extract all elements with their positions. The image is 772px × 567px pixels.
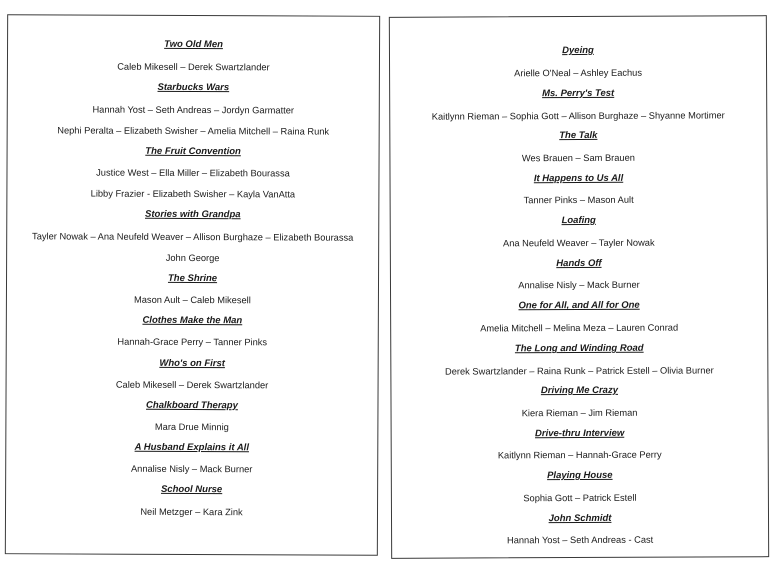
skit-title: Chalkboard Therapy xyxy=(146,399,238,412)
skit-title: Starbucks Wars xyxy=(157,81,230,94)
cast-line: Tayler Nowak – Ana Neufeld Weaver – Allison Burghaze – Elizabeth Bourassa xyxy=(32,231,354,243)
cast-line: Arielle O'Neal – Ashley Eachus xyxy=(514,67,643,79)
skit-title: The Long and Winding Road xyxy=(514,342,644,355)
cast-line: Derek Swartzlander – Raina Runk – Patrick Estell – Olivia Burner xyxy=(444,365,714,377)
cast-line: Tanner Pinks – Mason Ault xyxy=(523,194,634,206)
cast-line: Annalise Nisly – Mack Burner xyxy=(518,279,640,291)
cast-line: Mason Ault – Caleb Mikesell xyxy=(134,294,251,306)
skit-title: A Husband Explains it All xyxy=(134,441,250,454)
skit-title: Playing House xyxy=(547,469,613,482)
cast-line: John George xyxy=(165,252,220,264)
cast-line: Hannah Yost – Seth Andreas - Cast xyxy=(506,534,654,546)
cast-line: Libby Frazier - Elizabeth Swisher – Kayla VanAtta xyxy=(90,188,296,200)
skit-title: Drive-thru Interview xyxy=(535,427,625,440)
skit-title: Stories with Grandpa xyxy=(145,208,241,221)
skit-title: The Fruit Convention xyxy=(145,145,241,158)
cast-line: Justice West – Ella Miller – Elizabeth Bourassa xyxy=(96,167,290,179)
skit-title: Loafing xyxy=(561,214,596,227)
skit-title: It Happens to Us All xyxy=(533,172,624,185)
skit-title: John Schmidt xyxy=(548,512,612,525)
skit-title: Ms. Perry's Test xyxy=(542,87,615,100)
skit-title: Hands Off xyxy=(556,257,602,270)
skit-title: Clothes Make the Man xyxy=(142,314,243,327)
cast-line: Kaitlynn Rieman – Hannah-Grace Perry xyxy=(497,449,662,461)
skit-title: One for All, and All for One xyxy=(518,299,640,312)
cast-line: Caleb Mikesell – Derek Swartzlander xyxy=(117,61,270,73)
skit-title: Who's on First xyxy=(159,357,225,370)
skit-title: Dyeing xyxy=(562,44,594,57)
cast-line: Hannah-Grace Perry – Tanner Pinks xyxy=(117,336,268,348)
program-page-left xyxy=(5,14,380,556)
cast-line: Amelia Mitchell – Melina Meza – Lauren Conrad xyxy=(480,322,679,334)
program-page-right xyxy=(389,15,769,559)
cast-line: Hannah Yost – Seth Andreas – Jordyn Garmatter xyxy=(92,104,295,116)
cast-line: Mara Drue Minnig xyxy=(154,421,229,433)
cast-line: Annalise Nisly – Mack Burner xyxy=(130,463,253,475)
cast-line: Sophia Gott – Patrick Estell xyxy=(523,492,637,504)
cast-line: Wes Brauen – Sam Brauen xyxy=(521,152,635,164)
cast-line: Neil Metzger – Kara Zink xyxy=(140,506,243,518)
skit-title: Two Old Men xyxy=(164,38,223,51)
skit-title: Driving Me Crazy xyxy=(540,384,619,397)
skit-title: School Nurse xyxy=(160,483,223,496)
cast-line: Kaitlynn Rieman – Sophia Gott – Allison Burghaze – Shyanne Mortimer xyxy=(431,110,725,122)
skit-title: The Shrine xyxy=(167,272,218,285)
cast-line: Nephi Peralta – Elizabeth Swisher – Amelia Mitchell – Raina Runk xyxy=(57,125,330,137)
cast-line: Kiera Rieman – Jim Rieman xyxy=(521,407,638,419)
skit-title: The Talk xyxy=(559,129,598,142)
cast-line: Caleb Mikesell – Derek Swartzlander xyxy=(115,379,269,391)
cast-line: Ana Neufeld Weaver – Tayler Nowak xyxy=(502,237,655,249)
